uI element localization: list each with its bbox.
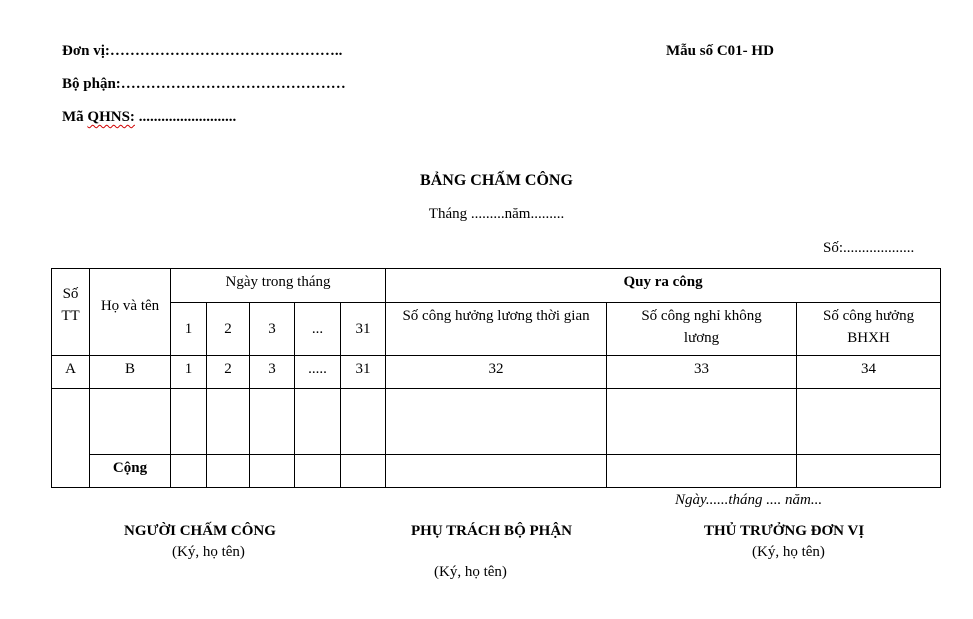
department-label: Bộ phận:………………………………………	[62, 76, 346, 92]
unit-label: Đơn vị:………………………………………..	[62, 43, 343, 59]
signature-title: NGƯỜI CHẤM CÔNG	[124, 523, 276, 539]
header-days-group: Ngày trong tháng	[171, 269, 386, 303]
empty-cell	[295, 455, 341, 488]
empty-cell	[386, 455, 607, 488]
empty-cell	[607, 455, 797, 488]
empty-cell	[295, 389, 341, 455]
day-header: 31	[341, 303, 386, 356]
code-cell: .....	[295, 356, 341, 389]
form-code: Mẫu số C01- HD	[666, 43, 774, 59]
signature-note: (Ký, họ tên)	[752, 544, 825, 560]
code-cell: 34	[797, 356, 941, 389]
signature-title: PHỤ TRÁCH BỘ PHẬN	[411, 523, 572, 539]
total-label: Cộng	[90, 455, 171, 488]
code-cell: 3	[250, 356, 295, 389]
code-cell: A	[52, 356, 90, 389]
empty-cell	[386, 389, 607, 455]
code-cell: 1	[171, 356, 207, 389]
summary-header: Số công hưởng lương thời gian	[386, 303, 607, 356]
header-stt: Số TT	[52, 269, 90, 356]
qhns-prefix: Mã	[62, 109, 88, 125]
day-header: 3	[250, 303, 295, 356]
day-header: ...	[295, 303, 341, 356]
code-cell: 33	[607, 356, 797, 389]
empty-cell	[797, 455, 941, 488]
code-cell: 2	[207, 356, 250, 389]
timesheet-table	[51, 268, 941, 488]
code-cell: 31	[341, 356, 386, 389]
header-summary-group: Quy ra công	[386, 269, 941, 303]
qhns-code: QHNS:	[87, 109, 135, 125]
period-line: Tháng .........năm.........	[428, 206, 565, 222]
empty-cell	[341, 455, 386, 488]
document-title: BẢNG CHẤM CÔNG	[420, 172, 573, 189]
summary-header: Số công hưởng BHXH	[797, 303, 941, 356]
empty-cell	[797, 389, 941, 455]
empty-cell	[90, 389, 171, 455]
empty-cell	[341, 389, 386, 455]
code-cell: B	[90, 356, 171, 389]
date-line: Ngày......tháng .... năm...	[675, 492, 823, 508]
empty-cell	[250, 455, 295, 488]
empty-cell	[607, 389, 797, 455]
signature-note: (Ký, họ tên)	[172, 544, 245, 560]
summary-header: Số công nghỉ không lương	[607, 303, 797, 356]
signature-title: THỦ TRƯỞNG ĐƠN VỊ	[704, 523, 865, 539]
empty-cell	[207, 389, 250, 455]
signature-note: (Ký, họ tên)	[434, 564, 507, 580]
empty-cell	[207, 455, 250, 488]
day-header: 2	[207, 303, 250, 356]
code-cell: 32	[386, 356, 607, 389]
empty-cell	[52, 389, 90, 488]
qhns-dots: ..........................	[134, 109, 237, 125]
qhns-label	[62, 109, 236, 126]
day-header: 1	[171, 303, 207, 356]
document-number: Số:...................	[823, 240, 915, 256]
empty-cell	[171, 389, 207, 455]
empty-cell	[171, 455, 207, 488]
empty-cell	[250, 389, 295, 455]
header-name: Họ và tên	[90, 269, 171, 356]
